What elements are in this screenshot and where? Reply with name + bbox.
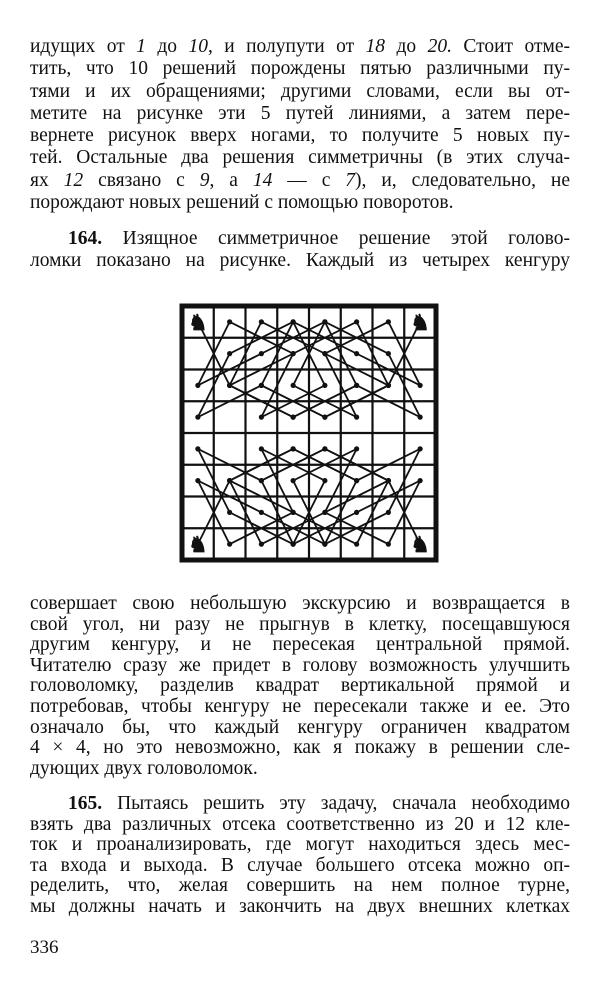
paragraph-164-continuation bbox=[30, 594, 570, 779]
kangaroo-icon: ♞ bbox=[188, 309, 208, 336]
path-dot bbox=[291, 383, 296, 388]
text-line: Читателю сразу же придет в голову возможность улучшить bbox=[30, 654, 570, 676]
path-dot bbox=[322, 542, 327, 547]
path-dot bbox=[227, 383, 232, 388]
text: связано с bbox=[83, 169, 200, 191]
path-dot bbox=[291, 351, 296, 356]
path-dot bbox=[354, 478, 359, 483]
page-number: 336 bbox=[30, 937, 59, 958]
italic-number: 9 bbox=[199, 169, 210, 191]
path-dot bbox=[291, 446, 296, 451]
path-dot bbox=[418, 415, 423, 420]
italic-number: 10 bbox=[188, 36, 208, 57]
path-dot bbox=[322, 446, 327, 451]
path-dot bbox=[259, 446, 264, 451]
path-dot bbox=[291, 510, 296, 515]
path-dot bbox=[195, 415, 200, 420]
italic-number: 14 bbox=[252, 169, 273, 191]
text-line: 4 × 4, но это невозможно, как я покажу в решении сле- bbox=[30, 737, 570, 759]
path-dot bbox=[418, 478, 423, 483]
text: Стоит отме- bbox=[451, 36, 571, 57]
paragraph-164 bbox=[30, 228, 570, 272]
text: ), и, следовательно, не bbox=[355, 169, 571, 191]
text-line: совершает свою небольшую экскурсию и возвращается в bbox=[30, 593, 570, 614]
path-dot bbox=[259, 415, 264, 420]
text-line: ток и проанализировать, где могут находиться здесь мес- bbox=[30, 834, 570, 856]
text-line: тей. Остальные два решения симметричны (в этих случа- bbox=[30, 147, 570, 169]
path-dot bbox=[227, 478, 232, 483]
italic-number: 1 bbox=[136, 36, 146, 57]
problem-number: 165. bbox=[68, 793, 103, 814]
kangaroo-icon: ♞ bbox=[410, 532, 430, 559]
italic-number: 20. bbox=[427, 36, 452, 57]
path-dot bbox=[386, 319, 391, 324]
text-line bbox=[30, 794, 570, 815]
text-line: вернете рисунок вверх ногами, то получите 5 новых пу- bbox=[30, 125, 570, 147]
text-line: ломки показано на рисунке. Каждый из четырех кенгуру bbox=[30, 250, 570, 271]
text: до bbox=[145, 36, 189, 57]
path-dot bbox=[259, 351, 264, 356]
text-line: означало бы, что каждый кенгуру ограничен квадратом bbox=[30, 716, 570, 738]
text-line: та входа и выхода. В случае большего отсека можно оп- bbox=[30, 854, 570, 876]
text-line: порождают новых решений с помощью поворотов. bbox=[30, 192, 454, 214]
path-dot bbox=[291, 542, 296, 547]
text-line: тями и их обращениями; другими словами, если вы от- bbox=[30, 80, 570, 102]
path-dot bbox=[322, 510, 327, 515]
text-line: взять два различных отсека соответственно из 20 и 12 кле- bbox=[30, 813, 570, 835]
path-dot bbox=[354, 415, 359, 420]
path-dot bbox=[227, 510, 232, 515]
paragraph-165 bbox=[30, 794, 570, 918]
kangaroo-icon: ♞ bbox=[410, 309, 430, 336]
path-dot bbox=[386, 510, 391, 515]
italic-number: 12 bbox=[63, 169, 84, 191]
path-dot bbox=[322, 415, 327, 420]
path-dot bbox=[259, 478, 264, 483]
path-dot bbox=[227, 542, 232, 547]
text-line: головоломку, разделив квадрат вертикальной прямой и bbox=[30, 675, 570, 697]
path-dot bbox=[322, 351, 327, 356]
problem-number: 164. bbox=[68, 228, 103, 249]
path-dot bbox=[291, 415, 296, 420]
path-dot bbox=[354, 319, 359, 324]
text: идущих от bbox=[30, 36, 137, 57]
path-dot bbox=[386, 383, 391, 388]
path-dot bbox=[354, 542, 359, 547]
italic-number: 7 bbox=[345, 169, 356, 191]
path-dot bbox=[418, 383, 423, 388]
path-dot bbox=[386, 351, 391, 356]
text: до bbox=[385, 36, 428, 57]
text-line: ределить, что, желая совершить на нем полное турне, bbox=[30, 875, 570, 897]
text-line bbox=[30, 36, 570, 58]
path-dot bbox=[354, 351, 359, 356]
text: — с bbox=[272, 169, 346, 191]
paragraph-163-continuation bbox=[30, 36, 570, 214]
text-line: метите на рисунке эти 5 путей линиями, а затем пере- bbox=[30, 102, 570, 124]
text: , а bbox=[209, 169, 253, 191]
path-dot bbox=[291, 478, 296, 483]
text-line bbox=[30, 228, 570, 250]
text: , и полупути от bbox=[207, 36, 366, 57]
text-line: тить, что 10 решений порождены пятью различными пу- bbox=[30, 58, 570, 80]
path-dot bbox=[322, 383, 327, 388]
path-dot bbox=[259, 319, 264, 324]
path-dot bbox=[322, 478, 327, 483]
text: Изящное симметричное решение этой голово- bbox=[102, 228, 570, 249]
text-line: потребовав, чтобы кенгуру не пересекали также и ее. Это bbox=[30, 695, 570, 717]
text-line: мы должны начать и закончить на двух внешних клетках bbox=[30, 895, 570, 917]
kangaroo-icon: ♞ bbox=[188, 532, 208, 559]
path-dot bbox=[195, 383, 200, 388]
path-dot bbox=[291, 319, 296, 324]
path-dot bbox=[227, 319, 232, 324]
path-dot bbox=[259, 510, 264, 515]
italic-number: 18 bbox=[365, 36, 386, 57]
path-dot bbox=[195, 446, 200, 451]
text: Пытаясь решить эту задачу, сначала необходимо bbox=[102, 793, 570, 814]
knight-tour-figure bbox=[176, 300, 442, 564]
path-dot bbox=[354, 383, 359, 388]
path-dot bbox=[322, 319, 327, 324]
path-dot bbox=[354, 510, 359, 515]
path-dot bbox=[386, 542, 391, 547]
path-dot bbox=[386, 478, 391, 483]
path-dot bbox=[259, 383, 264, 388]
path-dot bbox=[195, 478, 200, 483]
text-line: дующих двух головоломок. bbox=[30, 757, 258, 779]
text: ях bbox=[30, 169, 64, 191]
path-dot bbox=[354, 446, 359, 451]
path-dot bbox=[227, 351, 232, 356]
text-line: другим кенгуру, и не пересекая центральной прямой. bbox=[30, 634, 570, 656]
path-dot bbox=[259, 542, 264, 547]
text-line bbox=[30, 170, 570, 192]
path-dot bbox=[418, 446, 423, 451]
text-line: свой угол, ни разу не прыгнув в клетку, посещавшуюся bbox=[30, 613, 570, 635]
